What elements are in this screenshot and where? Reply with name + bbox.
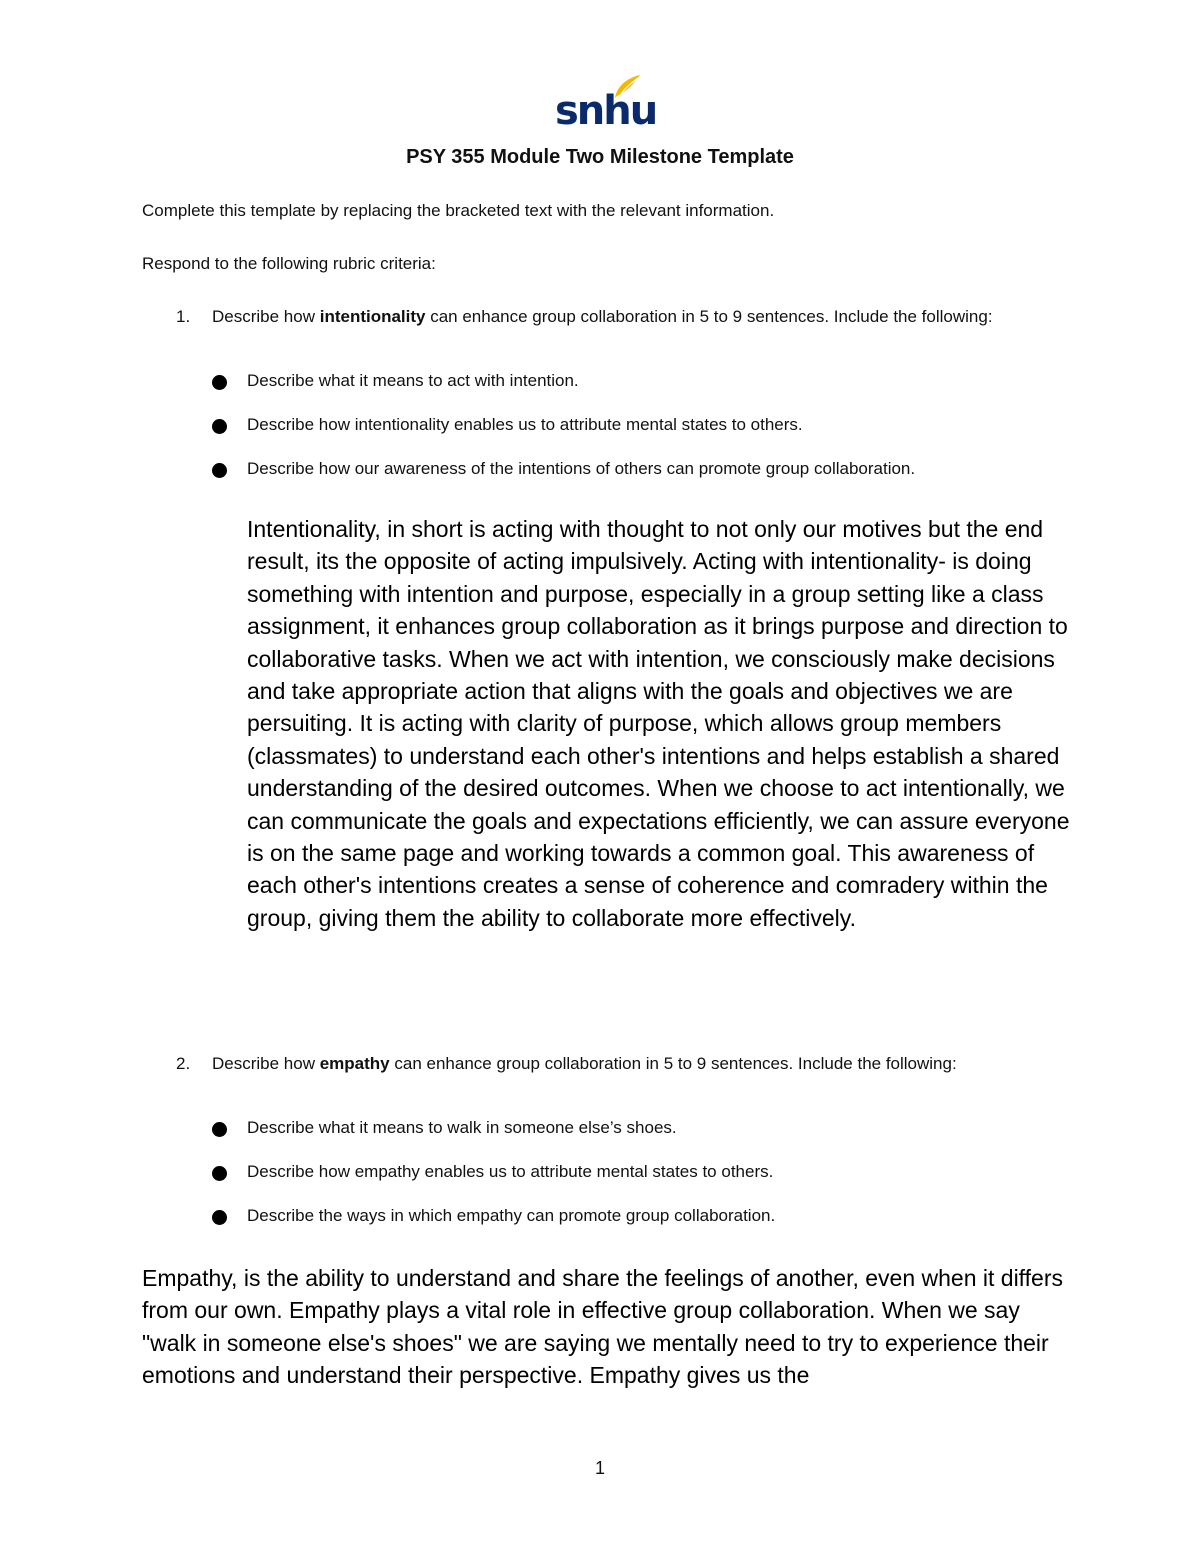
question-number: 2.	[176, 1054, 191, 1073]
question-keyword: intentionality	[319, 307, 426, 326]
bullet-icon	[212, 1210, 227, 1225]
question-number: 1.	[176, 307, 191, 326]
bullet-icon	[212, 375, 227, 390]
instructions-text: Complete this template by replacing the bracketed text with the relevant information.	[142, 201, 775, 220]
question-keyword: empathy	[319, 1054, 390, 1073]
page-title: PSY 355 Module Two Milestone Template	[406, 146, 794, 168]
answer-1: Intentionality, in short is acting with thought to not only our motives but the end result, its the opposite of acting impulsively. Acting with intentionality- is doing something with intention and purpose, especially in a group setting like a class assignment, it enhances group collaboration as it brings purpose and direction to collaborative tasks. When we act with intention, we consciously make decisions and take appropriate action that aligns with the goals and objectives we are persuiting. It is acting with clarity of purpose, which allows group members (classmates) to understand each other's intentions and helps establish a shared understanding of the desired outcomes. When we choose to act intentionally, we can communicate the goals and expectations efficiently, we can assure everyone is on the same page and working towards a common goal. This awareness of each other's intentions creates a sense of coherence and comradery within the group, giving them the ability to collaborate more effectively.	[247, 516, 1070, 931]
question-2	[142, 1051, 1042, 1103]
answer-2: Empathy, is the ability to understand and share the feelings of another, even when it differs from our own. Empathy plays a vital role in effective group collaboration. When we say "walk in someone else's shoes" we are saying we mentally need to try to experience their emotions and understand their perspective. Empathy gives us the	[142, 1265, 1063, 1389]
question-text: Describe how intentionality can enhance group collaboration in 5 to 9 sentences. Include the following:	[212, 307, 993, 326]
page-number: 1	[594, 1458, 605, 1478]
bullet-icon	[212, 419, 227, 434]
question-1	[142, 304, 1042, 356]
snhu-logo	[555, 74, 657, 134]
bullet-icon	[212, 463, 227, 478]
respond-prompt: Respond to the following rubric criteria:	[142, 254, 436, 273]
bullet-icon	[212, 1122, 227, 1137]
question-text: Describe how empathy can enhance group collaboration in 5 to 9 sentences. Include the following:	[212, 1054, 957, 1073]
logo-text: snhu	[555, 88, 657, 134]
document-page: snhu PSY 355 Module Two Milestone Template Complete this template by replacing the bracketed text with the relevant information. Respond to the following rubric criteria: 1. Describe how intentionality can enhance group collaboration in 5 to 9 sentences. Include the following: Describe what it means to act with intention. Describe how intentionality enables us to attribute mental states to others. Describe how our awareness of the intentions of others can promote group collaboration. Intentionality, in short is acting with thought to not only our motives but the end result, its the opposite of acting impulsively. Acting with intentionality- is doing something with intention and purpose, especially in a group setting like a class assignment, it enhances group collaboration as it brings purpose and direction to collaborative tasks. When we act with intention, we consciously make decisions and take appropriate action that aligns with the goals and objectives we are persuiting. It is acting with clarity of purpose, which allows group members (classmates) to understand each other's intentions and helps establish a shared understanding of the desired outcomes. When we choose to act intentionally, we can communicate the goals and expectations efficiently, we can assure everyone is on the same page and working towards a common goal. This awareness of each other's intentions creates a sense of coherence and comradery within the group, giving them the ability to collaborate more effectively. 2. Describe how empathy can enhance group collaboration in 5 to 9 sentences. Include the following: Describe what it means to walk in someone else’s shoes. Describe how empathy enables us to attribute mental states to others. Describe the ways in which empathy can promote group collaboration. Empathy, is the ability to understand and share the feelings of another, even when it differs from our own. Empathy plays a vital role in effective group collaboration. When we say "walk in someone else's shoes" we are saying we mentally need to try to experience their emotions and understand their perspective. Empathy gives us the 1	[0, 0, 1200, 1553]
bullet-icon	[212, 1166, 227, 1181]
